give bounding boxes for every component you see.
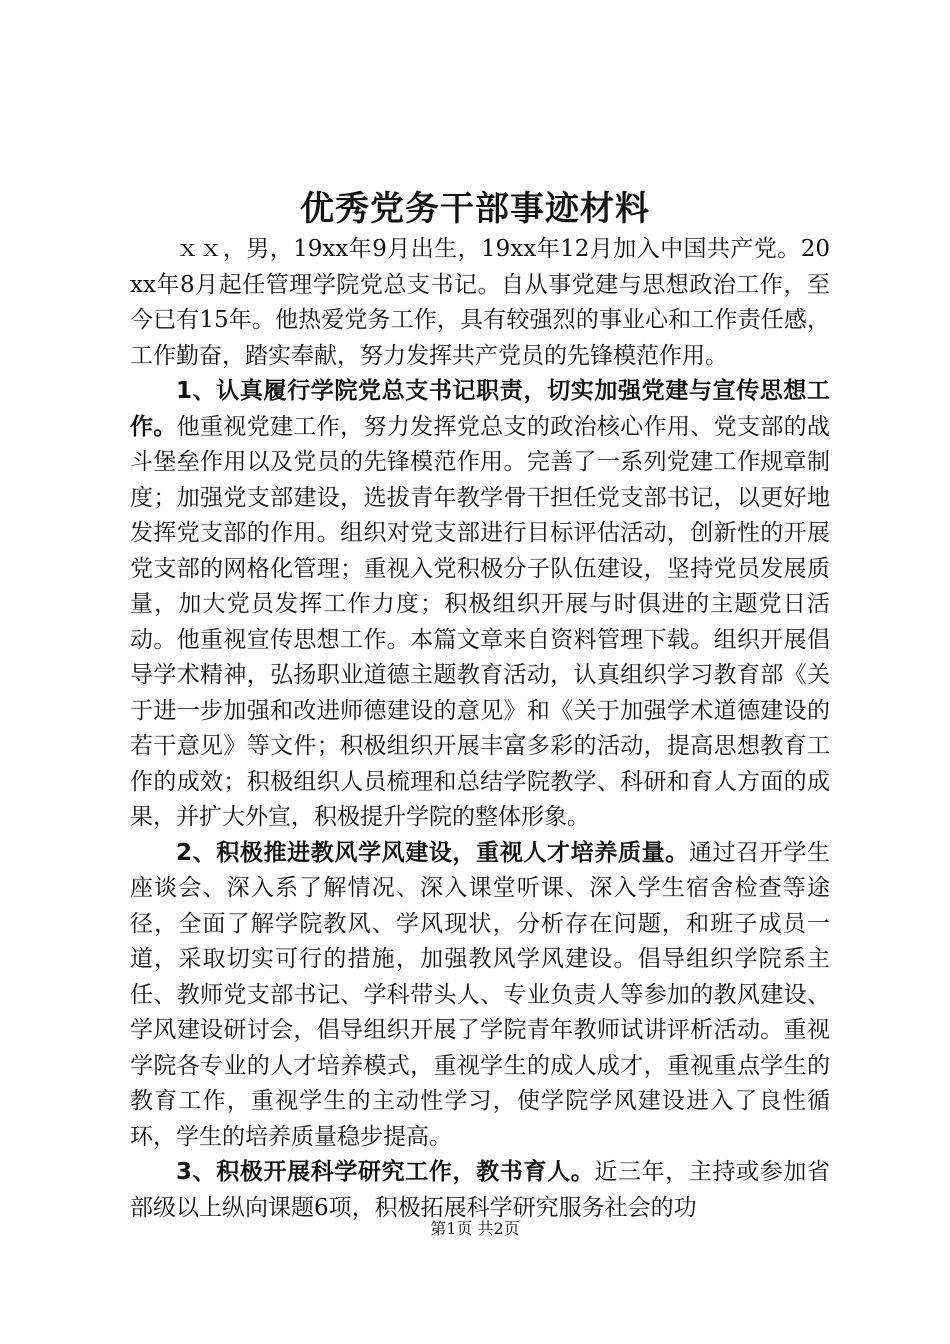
document-title: 优秀党务干部事迹材料 xyxy=(300,189,650,229)
section-2-paragraph xyxy=(130,836,830,1156)
section-1-text: 他重视党建工作，努力发挥党总支的政治核心作用、党支部的战斗堡垒作用以及党员的先锋模范作用。完善了一系列党建工作规章制度；加强党支部建设，选拔青年教学骨干担任党支部书记，以更好地发挥党支部的作用。组织对党支部进行目标评估活动，创新性的开展党支部的网格化管理；重视入党积极分子队伍建设，坚持党员发展质量，加大党员发挥工作力度；积极组织开展与时俱进的主题党日活动。他重视宣传思想工作。本篇文章来自资料管理下载。组织开展倡导学术精神，弘扬职业道德主题教育活动，认真组织学习教育部《关于进一步加强和改进师德建设的意见》和《关于加强学术道德建设的若干意见》等文件；积极组织开展丰富多彩的活动，提高思想教育工作的成效；积极组织人员梳理和总结学院教学、科研和育人方面的成果，并扩大外宣，积极提升学院的整体形象。 xyxy=(130,413,831,830)
document-body xyxy=(130,232,830,1226)
section-3-paragraph xyxy=(130,1155,830,1226)
section-3-text: 近三年，主持或参加省部级以上纵向课题6项，积极拓展科学研究服务社会的功 xyxy=(130,1159,830,1221)
intro-paragraph xyxy=(130,232,830,374)
intro-text: ｘｘ，男，19xx年9月出生，19xx年12月加入中国共产党。20xx年8月起任管理学院党总支书记。自从事党建与思想政治工作，至今已有15年。他热爱党务工作，具有较强烈的事业心和工作责任感，工作勤奋，踏实奉献，努力发挥共产党员的先锋模范作用。 xyxy=(130,236,830,369)
section-1-paragraph xyxy=(130,374,830,836)
page-footer: 第1页 共2页 xyxy=(430,1219,520,1238)
section-3-heading: 3、积极开展科学研究工作，教书育人。 xyxy=(176,1159,595,1185)
section-2-text: 通过召开学生座谈会、深入系了解情况、深入课堂听课、深入学生宿舍检查等途径，全面了解学院教风、学风现状，分析存在问题，和班子成员一道，采取切实可行的措施，加强教风学风建设。倡导组织学院系主任、教师党支部书记、学科带头人、专业负责人等参加的教风建设、学风建设研讨会，倡导组织开展了学院青年教师试讲评析活动。重视学院各专业的人才培养模式，重视学生的成人成才，重视重点学生的教育工作，重视学生的主动性学习，使学院学风建设进入了良性循环，学生的培养质量稳步提高。 xyxy=(130,839,830,1150)
section-1-heading: 1、认真履行学院党总支书记职责，切实加强党建与宣传思想工作。 xyxy=(130,378,830,440)
section-2-heading: 2、积极推进教风学风建设，重视人才培养质量。 xyxy=(176,839,689,866)
